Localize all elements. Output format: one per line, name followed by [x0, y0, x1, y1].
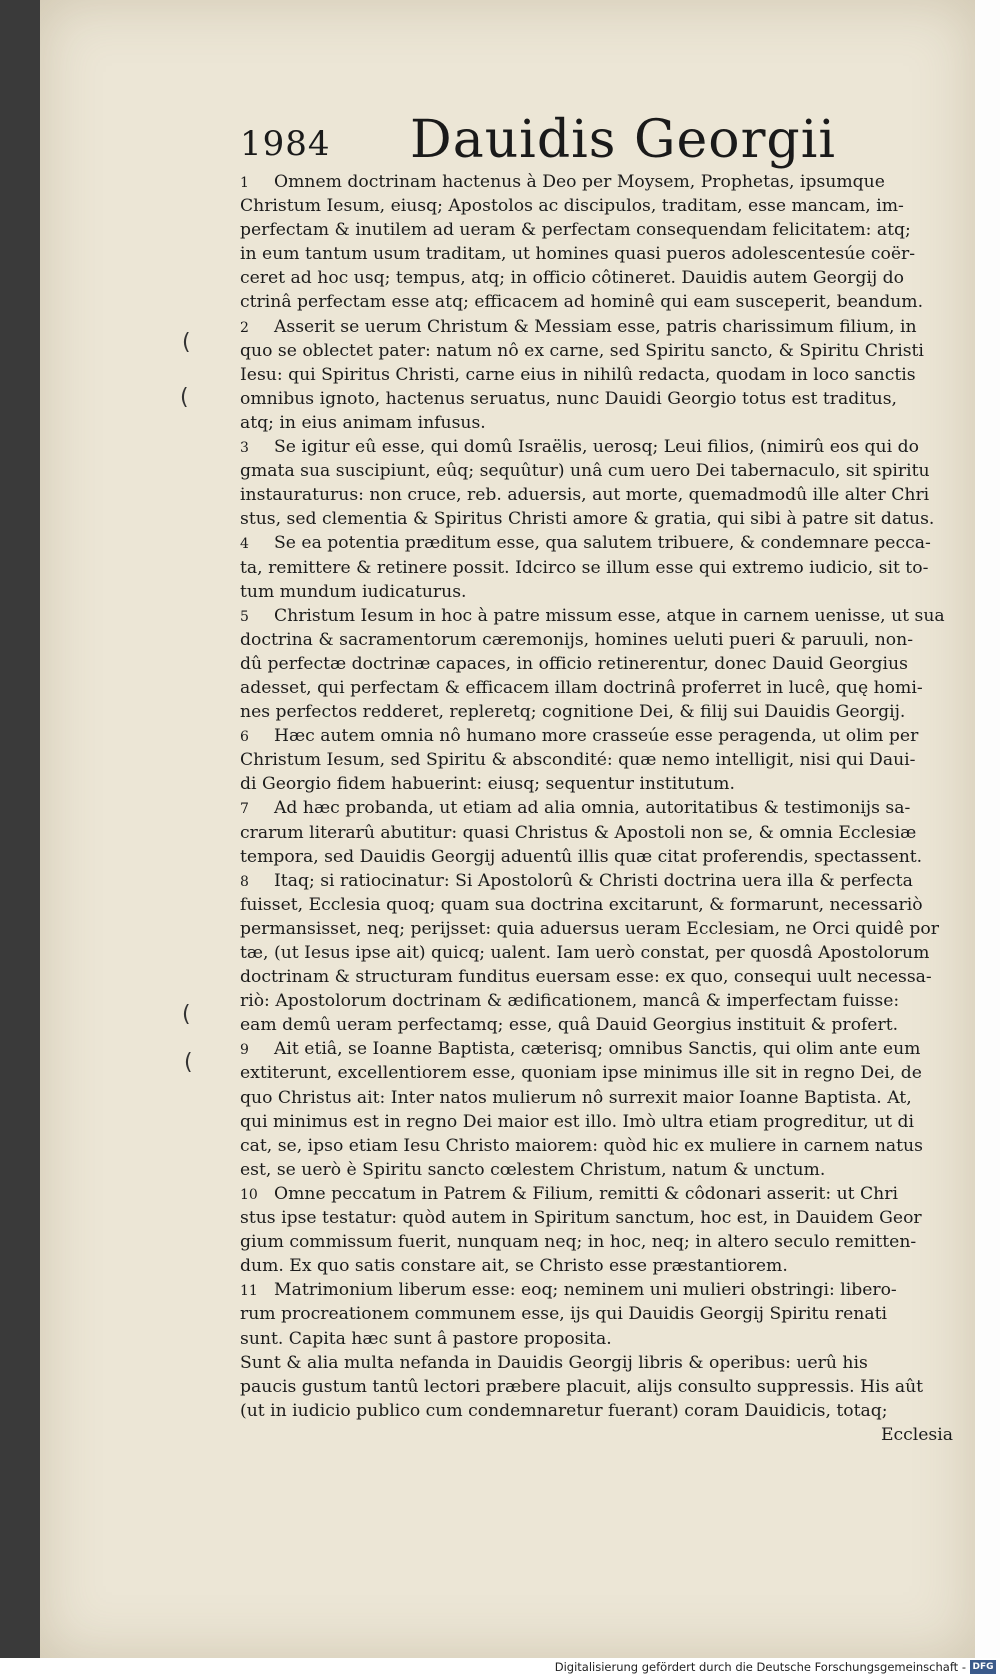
line-text: Iesu: qui Spiritus Christi, carne eius in nihilû redacta, quodam in loco sanctis — [240, 364, 916, 385]
line-text: crarum literarû abutitur: quasi Christus & Apostoli non se, & omnia Ecclesiæ — [240, 822, 917, 843]
text-line — [240, 483, 965, 507]
footer-credit: Digitalisierung gefördert durch die Deutsche Forschungsgemeinschaft - — [554, 1660, 966, 1674]
line-text: tempora, sed Dauidis Georgij aduentû illis quæ citat proferendis, spectassent. — [240, 846, 923, 867]
article-number: 3 — [240, 440, 249, 457]
line-text: Ecclesia — [880, 1424, 953, 1445]
article-number: 4 — [240, 536, 249, 553]
line-text: Christum Iesum, sed Spiritu & abscondité: quæ nemo intelligit, nisi qui Daui- — [240, 750, 916, 771]
line-text: Sunt & alia multa nefanda in Dauidis Georgij libris & operibus: uerû his — [240, 1352, 868, 1373]
line-text: Omnem doctrinam hactenus à Deo per Moysem, Prophetas, ipsumque — [274, 172, 885, 192]
margin-mark: ( — [184, 1050, 193, 1075]
text-line — [240, 604, 965, 628]
line-text: adesset, qui perfectam & efficacem illam doctrinâ proferret in lucê, quę homi- — [240, 677, 923, 698]
line-text: dû perfectæ doctrinæ capaces, in officio retinerentur, donec Dauid Georgius — [240, 653, 908, 674]
text-line — [240, 363, 965, 387]
text-line — [240, 459, 965, 483]
line-text: omnibus ignoto, hactenus seruatus, nunc Dauidi Georgio totus est traditus, — [240, 388, 897, 409]
text-line — [240, 531, 965, 555]
page-header — [240, 110, 960, 170]
line-text: Se igitur eû esse, qui domû Israëlis, uerosq; Leui filios, (nimirû eos qui do — [274, 437, 919, 458]
margin-mark: ( — [182, 1002, 191, 1027]
line-text: quo Christus ait: Inter natos mulierum nô surrexit maior Ioanne Baptista. At, — [240, 1087, 912, 1108]
margin-mark: ( — [182, 330, 191, 355]
line-text: ctrinâ perfectam esse atq; efficacem ad hominê qui eam susceperit, beandum. — [240, 292, 924, 313]
text-line — [240, 700, 965, 724]
text-line — [240, 796, 965, 820]
page-number: 1984 — [240, 124, 331, 164]
article-number: 8 — [240, 873, 249, 890]
text-line — [240, 411, 965, 435]
line-text: eam demû ueram perfectamq; esse, quâ Dauid Georgius instituit & profert. — [240, 1015, 899, 1036]
line-text: nes perfectos redderet, repleretq; cognitione Dei, & filij sui Dauidis Georgij. — [240, 702, 906, 723]
line-text: in eum tantum usum traditam, ut homines quasi pueros adolescentesúe coër- — [240, 244, 916, 265]
dfg-logo: DFG — [970, 1660, 996, 1674]
text-line — [240, 748, 965, 772]
line-text: instauraturus: non cruce, reb. aduersis, aut morte, quemadmodû ille alter Chri — [240, 485, 930, 506]
article-number: 11 — [240, 1283, 258, 1300]
text-line — [240, 1158, 965, 1182]
article-number: 1 — [240, 175, 249, 191]
line-text: perfectam & inutilem ad ueram & perfectam consequendam felicitatem: atq; — [240, 220, 911, 241]
line-text: Ad hæc probanda, ut etiam ad alia omnia, autoritatibus & testimonijs sa- — [274, 798, 911, 819]
text-line — [240, 507, 965, 531]
running-title: Dauidis Georgii — [410, 110, 836, 170]
line-text: stus, sed clementia & Spiritus Christi amore & gratia, qui sibi à patre sit datus. — [240, 509, 935, 530]
text-line — [240, 1061, 965, 1085]
footer-bar — [0, 1658, 1000, 1678]
text-line — [240, 989, 965, 1013]
text-line — [240, 1375, 965, 1399]
text-line — [240, 266, 965, 290]
article-number: 2 — [240, 319, 249, 336]
line-text: Christum Iesum in hoc à patre missum esse, atque in carnem uenisse, ut sua — [274, 605, 945, 626]
line-text: (ut in iudicio publico cum condemnaretur fuerant) coram Dauidicis, totaq; — [240, 1400, 888, 1421]
line-text: Hæc autem omnia nô humano more crasseúe esse peragenda, ut olim per — [274, 726, 919, 747]
text-line — [240, 387, 965, 411]
line-text: qui minimus est in regno Dei maior est illo. Imò ultra etiam progreditur, ut di — [240, 1111, 915, 1132]
line-text: stus ipse testatur: quòd autem in Spiritum sanctum, hoc est, in Dauidem Geor — [240, 1208, 922, 1229]
text-line — [240, 339, 965, 363]
line-text: atq; in eius animam infusus. — [240, 412, 486, 433]
line-text: Matrimonium liberum esse: eoq; neminem uni mulieri obstringi: libero- — [274, 1280, 897, 1301]
text-line — [240, 1351, 965, 1375]
line-text: Se ea potentia præditum esse, qua salutem tribuere, & condemnare pecca- — [274, 533, 931, 554]
line-text: ceret ad hoc usq; tempus, atq; in officio côtineret. Dauidis autem Georgij do — [240, 268, 905, 289]
line-text: riò: Apostolorum doctrinam & ædificationem, mancâ & imperfectam fuisse: — [240, 991, 900, 1012]
text-line — [240, 218, 965, 242]
line-text: rum procreationem communem esse, ijs qui Dauidis Georgij Spiritu renati — [240, 1304, 887, 1325]
text-line — [240, 1182, 965, 1206]
text-line — [240, 1086, 965, 1110]
text-line — [240, 580, 965, 604]
text-line — [240, 1013, 965, 1037]
line-text: dum. Ex quo satis constare ait, se Christo esse præstantiorem. — [240, 1256, 788, 1277]
text-line — [240, 821, 965, 845]
text-line — [240, 556, 965, 580]
article-number: 10 — [240, 1186, 258, 1203]
text-line — [240, 435, 965, 459]
line-text: fuisset, Ecclesia quoq; quam sua doctrina excitarunt, & formarunt, necessariò — [240, 894, 923, 915]
line-text: Christum Iesum, eiusq; Apostolos ac discipulos, traditam, esse mancam, im- — [240, 196, 904, 217]
text-line — [240, 1399, 965, 1423]
text-line — [240, 893, 965, 917]
text-line — [240, 869, 965, 893]
text-line — [240, 845, 965, 869]
article-number: 5 — [240, 608, 249, 625]
text-line — [240, 1254, 965, 1278]
line-text: sunt. Capita hæc sunt â pastore proposita. — [240, 1328, 612, 1349]
text-line — [240, 1037, 965, 1061]
text-line — [240, 290, 965, 314]
text-line — [240, 724, 965, 748]
text-line — [240, 652, 965, 676]
line-text: quo se oblectet pater: natum nô ex carne, sed Spiritu sancto, & Spiritu Christi — [240, 340, 924, 361]
text-line — [240, 1110, 965, 1134]
article-number: 9 — [240, 1042, 249, 1059]
text-line — [240, 965, 965, 989]
margin-mark: ( — [180, 385, 189, 410]
text-line — [240, 315, 965, 339]
line-text: doctrinam & structuram funditus euersam esse: ex quo, consequi uult necessa- — [240, 967, 932, 988]
text-line — [240, 628, 965, 652]
line-text: di Georgio fidem habuerint: eiusq; sequentur institutum. — [240, 774, 735, 795]
text-line — [240, 1206, 965, 1230]
text-line — [240, 917, 965, 941]
scan-left-strip — [0, 0, 40, 1678]
article-number: 6 — [240, 729, 249, 746]
line-text: Asserit se uerum Christum & Messiam esse, patris charissimum filium, in — [274, 316, 917, 337]
text-line — [240, 1327, 965, 1351]
line-text: tum mundum iudicaturus. — [240, 581, 467, 602]
text-line — [240, 170, 965, 194]
text-line — [240, 676, 965, 700]
line-text: est, se uerò è Spiritu sancto cœlestem Christum, natum & unctum. — [240, 1159, 826, 1180]
line-text: Itaq; si ratiocinatur: Si Apostolorû & Christi doctrina uera illa & perfecta — [274, 870, 913, 891]
text-line — [240, 1278, 965, 1302]
line-text: paucis gustum tantû lectori præbere placuit, alijs consulto suppressis. His aût — [240, 1376, 924, 1397]
line-text: ta, remittere & retinere possit. Idcirco se illum esse qui extremo iudicio, sit to- — [240, 557, 929, 578]
line-text: permansisset, neq; perijsset: quia aduersus ueram Ecclesiam, ne Orci quidê por — [240, 918, 939, 939]
line-text: Ait etiâ, se Ioanne Baptista, cæterisq; omnibus Sanctis, qui olim ante eum — [274, 1039, 921, 1060]
body-text — [240, 170, 965, 1447]
line-text: tæ, (ut Iesus ipse ait) quicq; ualent. Iam uerò constat, per quosdâ Apostolorum — [240, 943, 930, 963]
text-line — [240, 1302, 965, 1326]
text-line — [240, 772, 965, 796]
text-line — [240, 1134, 965, 1158]
text-line — [240, 1230, 965, 1254]
line-text: gium commissum fuerit, nunquam neq; in hoc, neq; in altero seculo remitten- — [240, 1232, 917, 1253]
text-line — [240, 941, 965, 965]
line-text: cat, se, ipso etiam Iesu Christo maiorem: quòd hic ex muliere in carnem natus — [240, 1135, 923, 1156]
page-edge — [975, 0, 1000, 1658]
line-text: gmata sua suscipiunt, eûq; sequûtur) unâ cum uero Dei tabernaculo, sit spiritu — [240, 461, 930, 482]
text-line — [240, 194, 965, 218]
line-text: doctrina & sacramentorum cæremonijs, homines ueluti pueri & paruuli, non- — [240, 629, 914, 650]
article-number: 7 — [240, 801, 249, 818]
line-text: Omne peccatum in Patrem & Filium, remitti & côdonari asserit: ut Chri — [274, 1183, 898, 1204]
text-line — [240, 242, 965, 266]
line-text: extiterunt, excellentiorem esse, quoniam ipse minimus ille sit in regno Dei, de — [240, 1063, 922, 1084]
text-line — [240, 1423, 965, 1447]
